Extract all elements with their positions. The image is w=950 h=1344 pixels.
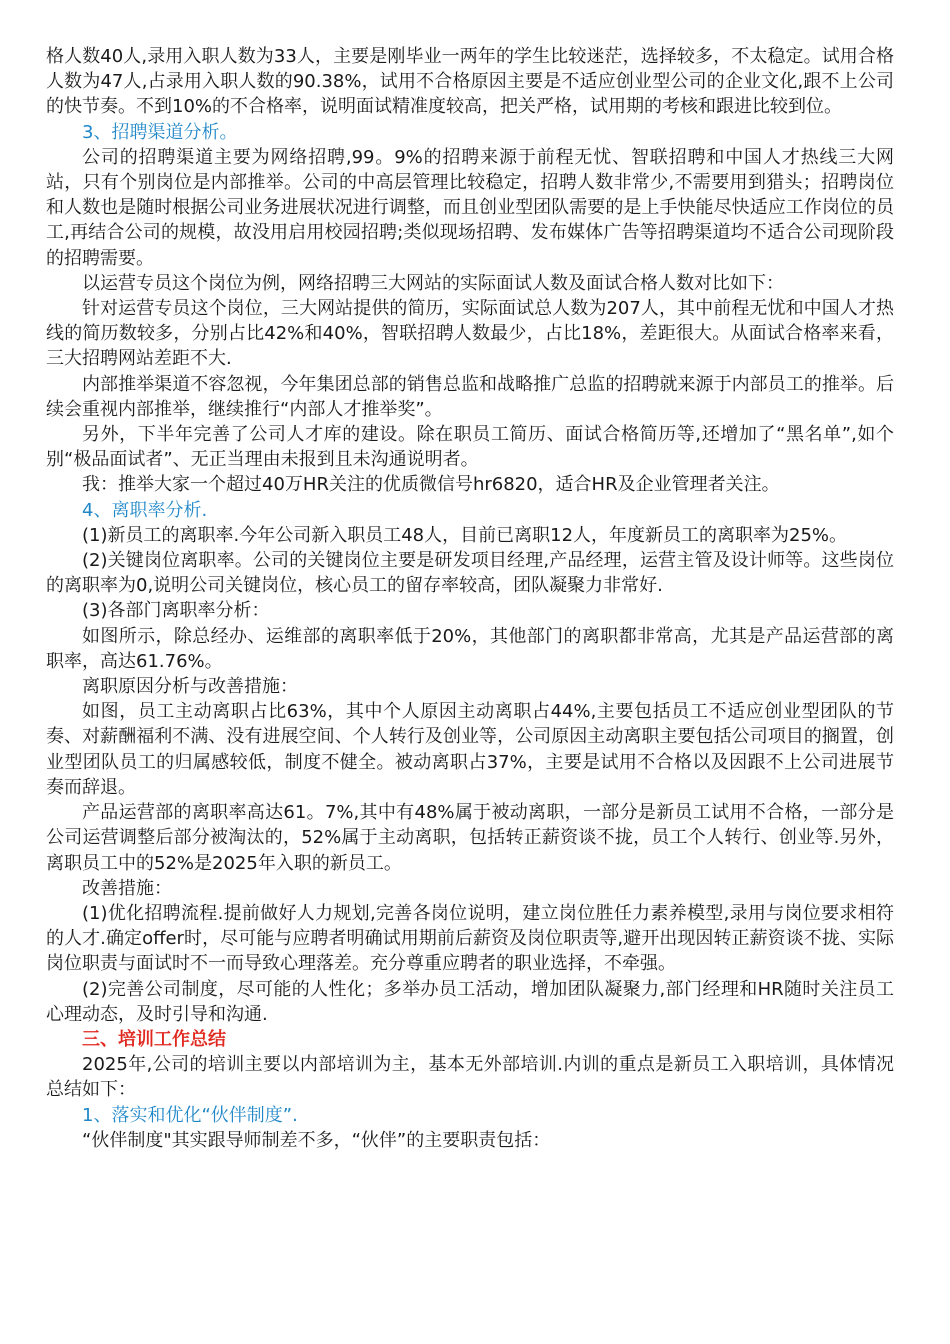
paragraph: (1)优化招聘流程.提前做好人力规划,完善各岗位说明，建立岗位胜任力素养模型,录用与岗位要求相符的人才.确定offer时，尽可能与应聘者明确试用期前后薪资及岗位职责等,避开出现因转正薪资谈不拢、实际岗位职责与面试时不一而导致心理落差。充分尊重应聘者的职业选择，不牵强。 <box>46 902 894 975</box>
paragraph: 针对运营专员这个岗位，三大网站提供的简历，实际面试总人数为207人，其中前程无忧和中国人才热线的简历数较多，分别占比42%和40%，智联招聘人数最少，占比18%，差距很大。从面试合格率来看，三大招聘网站差距不大. <box>46 298 894 370</box>
paragraph: 以运营专员这个岗位为例，网络招聘三大网站的实际面试人数及面试合格人数对比如下： <box>82 272 784 294</box>
paragraph: 内部推举渠道不容忽视，今年集团总部的销售总监和战略推广总监的招聘就来源于内部员工的推举。后续会重视内部推举，继续推行“内部人才推举奖”。 <box>46 373 894 420</box>
chapter-heading: 三、培训工作总结 <box>82 1028 226 1050</box>
paragraph: 格人数40人,录用入职人数为33人，主要是刚毕业一两年的学生比较迷茫，选择较多，不太稳定。试用合格人数为47人,占录用入职人数的90.38%，试用不合格原因主要是不适应创业型公司的企业文化,跟不上公司的快节奏。不到10%的不合格率，说明面试精准度较高，把关严格，试用期的考核和跟进比较到位。 <box>46 46 894 118</box>
paragraph: (2)完善公司制度，尽可能的人性化；多举办员工活动，增加团队凝聚力,部门经理和HR随时关注员工心理动态，及时引导和沟通. <box>46 978 894 1025</box>
paragraph: 如图，员工主动离职占比63%，其中个人原因主动离职占44%,主要包括员工不适应创业型团队的节奏、对薪酬福利不满、没有进展空间、个人转行及创业等，公司原因主动离职主要包括公司项目的搁置，创业型团队员工的归属感较低，制度不健全。被动离职占37%，主要是试用不合格以及因跟不上公司进展节奏而辞退。 <box>46 701 894 798</box>
paragraph: “伙伴制度"其实跟导师制差不多，“伙伴”的主要职责包括： <box>82 1129 551 1151</box>
paragraph: 产品运营部的离职率高达61。7%,其中有48%属于被动离职，一部分是新员工试用不合格，一部分是公司运营调整后部分被淘汰的，52%属于主动离职，包括转正薪资谈不拢，员工个人转行、创业等.另外，离职员工中的52%是2025年入职的新员工。 <box>46 802 894 874</box>
section-heading: 1、落实和优化“伙伴制度”. <box>82 1104 298 1126</box>
paragraph: 公司的招聘渠道主要为网络招聘,99。9%的招聘来源于前程无忧、智联招聘和中国人才热线三大网站，只有个别岗位是内部推举。公司的中高层管理比较稳定，招聘人数非常少,不需要用到猎头；招聘岗位和人数也是随时根据公司业务进展状况进行调整，而且创业型团队需要的是上手快能尽快适应工作岗位的员工,再结合公司的规模，故没用启用校园招聘;类似现场招聘、发布媒体广告等招聘渠道均不适合公司现阶段的招聘需要。 <box>46 146 894 269</box>
paragraph: 我：推举大家一个超过40万HR关注的优质微信号hr6820，适合HR及企业管理者关注。 <box>82 474 780 496</box>
paragraph: (1)新员工的离职率.今年公司新入职员工48人，目前已离职12人，年度新员工的离职率为25%。 <box>82 524 848 546</box>
paragraph: 另外，下半年完善了公司人才库的建设。除在职员工简历、面试合格简历等,还增加了“黑名单”,如个别“极品面试者”、无正当理由未报到且未沟通说明者。 <box>46 424 894 471</box>
paragraph: (2)关键岗位离职率。公司的关键岗位主要是研发项目经理,产品经理，运营主管及设计师等。这些岗位的离职率为0,说明公司关键岗位，核心员工的留存率较高，团队凝聚力非常好. <box>46 550 894 597</box>
paragraph: 2025年,公司的培训主要以内部培训为主，基本无外部培训.内训的重点是新员工入职培训，具体情况总结如下： <box>46 1054 894 1101</box>
paragraph: 改善措施： <box>82 877 172 899</box>
section-heading: 4、离职率分析. <box>82 499 208 521</box>
section-heading: 3、招聘渠道分析。 <box>82 121 238 143</box>
document-page <box>46 44 894 1153</box>
paragraph: 离职原因分析与改善措施： <box>82 676 298 698</box>
paragraph: (3)各部门离职率分析： <box>82 600 270 622</box>
paragraph: 如图所示，除总经办、运维部的离职率低于20%，其他部门的离职都非常高，尤其是产品运营部的离职率，高达61.76%。 <box>46 625 894 672</box>
